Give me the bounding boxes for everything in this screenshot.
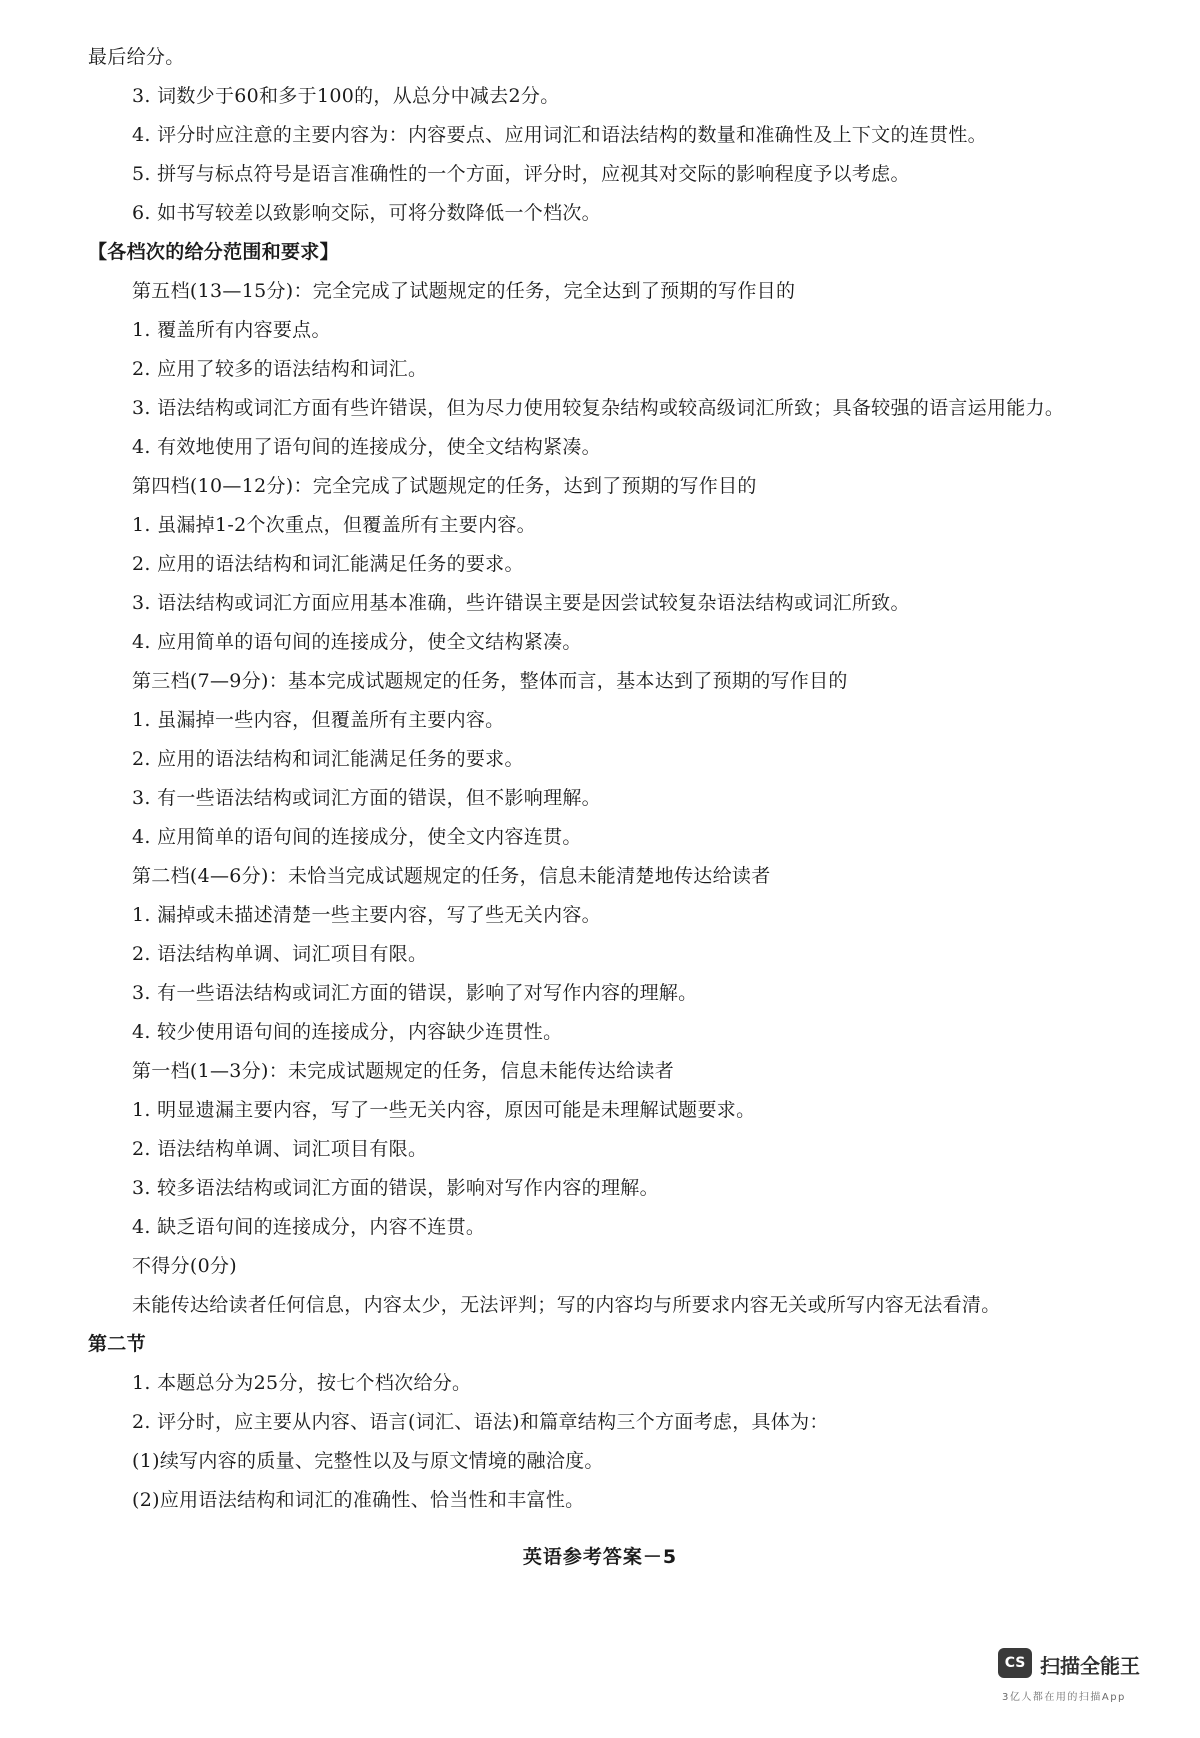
watermark-tagline: 3亿人都在用的扫描App [1002,1692,1126,1703]
text-line: 5. 拼写与标点符号是语言准确性的一个方面，评分时，应视其对交际的影响程度予以考虑。 [132,163,910,185]
text-line: 2. 语法结构单调、词汇项目有限。 [132,1138,428,1160]
text-line: 1. 覆盖所有内容要点。 [132,319,331,341]
text-line: 1. 本题总分为25分，按七个档次给分。 [132,1372,472,1394]
text-line: 2. 应用的语法结构和词汇能满足任务的要求。 [132,553,524,575]
text-line: 1. 明显遗漏主要内容，写了一些无关内容，原因可能是未理解试题要求。 [132,1099,756,1121]
text-line: 4. 应用简单的语句间的连接成分，使全文结构紧凑。 [132,631,582,653]
text-line: 4. 有效地使用了语句间的连接成分，使全文结构紧凑。 [132,436,601,458]
text-line: 3. 语法结构或词汇方面有些许错误，但为尽力使用较复杂结构或较高级词汇所致；具备较强的语言运用能力。 [132,397,1065,419]
text-line: 2. 评分时，应主要从内容、语言(词汇、语法)和篇章结构三个方面考虑，具体为： [132,1411,829,1433]
text-line: 3. 词数少于60和多于100的，从总分中减去2分。 [132,85,560,107]
text-line: 4. 评分时应注意的主要内容为：内容要点、应用词汇和语法结构的数量和准确性及上下文的连贯性。 [132,124,987,146]
scanner-watermark [998,1648,1188,1728]
text-line: 3. 有一些语法结构或词汇方面的错误，但不影响理解。 [132,787,601,809]
text-line: 1. 虽漏掉一些内容，但覆盖所有主要内容。 [132,709,505,731]
text-line: 3. 有一些语法结构或词汇方面的错误，影响了对写作内容的理解。 [132,982,698,1004]
text-line: 4. 较少使用语句间的连接成分，内容缺少连贯性。 [132,1021,563,1043]
section-heading: 第二节 [88,1333,146,1355]
grade-heading: 不得分(0分) [132,1255,238,1277]
grade-heading: 第二档(4—6分)：未恰当完成试题规定的任务，信息未能清楚地传达给读者 [132,865,771,887]
grade-heading: 第四档(10—12分)：完全完成了试题规定的任务，达到了预期的写作目的 [132,475,757,497]
text-line: 3. 较多语法结构或词汇方面的错误，影响对写作内容的理解。 [132,1177,659,1199]
camscanner-logo-icon: CS [998,1648,1032,1678]
section-heading: 【各档次的给分范围和要求】 [88,241,339,263]
text-line: (2)应用语法结构和词汇的准确性、恰当性和丰富性。 [132,1489,585,1511]
text-line: 未能传达给读者任何信息，内容太少，无法评判；写的内容均与所要求内容无关或所写内容无法看清。 [132,1294,1001,1316]
text-line: 6. 如书写较差以致影响交际，可将分数降低一个档次。 [132,202,601,224]
watermark-app-name: 扫描全能王 [1040,1654,1140,1678]
text-line: 4. 应用简单的语句间的连接成分，使全文内容连贯。 [132,826,582,848]
page-footer: 英语参考答案－5 [522,1546,678,1568]
text-line: 4. 缺乏语句间的连接成分，内容不连贯。 [132,1216,486,1238]
text-line: 2. 语法结构单调、词汇项目有限。 [132,943,428,965]
text-line: (1)续写内容的质量、完整性以及与原文情境的融洽度。 [132,1450,604,1472]
text-line: 3. 语法结构或词汇方面应用基本准确，些许错误主要是因尝试较复杂语法结构或词汇所致。 [132,592,910,614]
text-line: 2. 应用了较多的语法结构和词汇。 [132,358,428,380]
text-line: 2. 应用的语法结构和词汇能满足任务的要求。 [132,748,524,770]
grade-heading: 第三档(7—9分)：基本完成试题规定的任务，整体而言，基本达到了预期的写作目的 [132,670,848,692]
text-line: 1. 漏掉或未描述清楚一些主要内容，写了些无关内容。 [132,904,601,926]
grade-heading: 第五档(13—15分)：完全完成了试题规定的任务，完全达到了预期的写作目的 [132,280,796,302]
grade-heading: 第一档(1—3分)：未完成试题规定的任务，信息未能传达给读者 [132,1060,675,1082]
text-line: 1. 虽漏掉1-2个次重点，但覆盖所有主要内容。 [132,514,536,536]
text-line: 最后给分。 [88,46,185,68]
